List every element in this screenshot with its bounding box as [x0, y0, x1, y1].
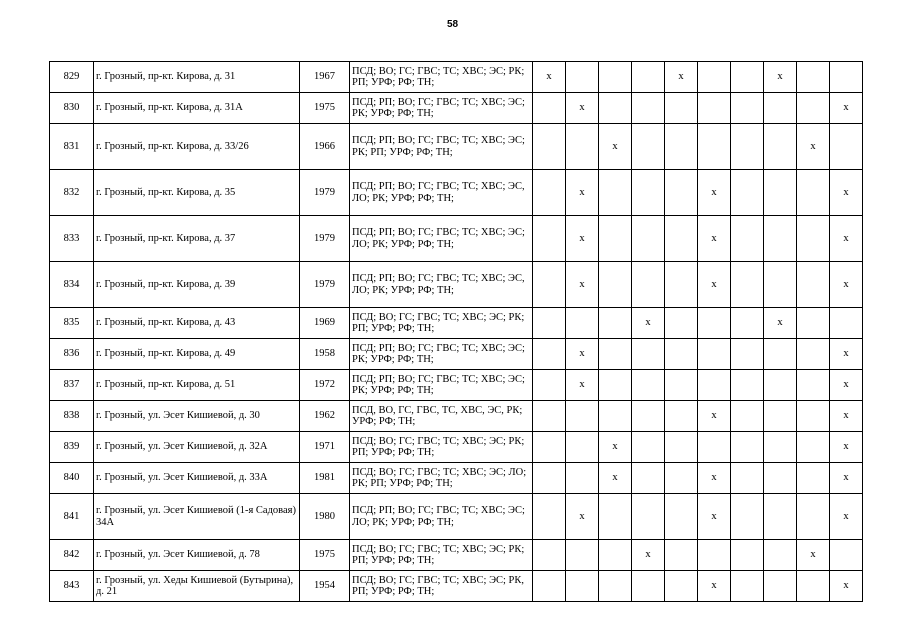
repair-works-list: ПСД; ВО; ГС; ГВС; ТС; ХВС; ЭС; РК; РП; УРФ; РФ; ТН;: [350, 62, 533, 93]
schedule-mark-cell: х: [830, 401, 863, 432]
schedule-mark-cell: х: [830, 262, 863, 308]
schedule-mark-cell: [731, 216, 764, 262]
row-number: 842: [50, 540, 94, 571]
schedule-mark-cell: [797, 339, 830, 370]
row-number: 843: [50, 571, 94, 602]
schedule-mark-cell: [698, 432, 731, 463]
schedule-mark-cell: [599, 339, 632, 370]
schedule-mark-cell: [533, 432, 566, 463]
schedule-mark-cell: [632, 170, 665, 216]
schedule-mark-cell: х: [599, 432, 632, 463]
schedule-mark-cell: [830, 540, 863, 571]
schedule-mark-cell: [632, 339, 665, 370]
schedule-mark-cell: х: [566, 93, 599, 124]
schedule-mark-cell: [731, 401, 764, 432]
schedule-mark-cell: [764, 216, 797, 262]
building-address: г. Грозный, пр-кт. Кирова, д. 35: [94, 170, 300, 216]
schedule-mark-cell: [533, 339, 566, 370]
schedule-mark-cell: [665, 401, 698, 432]
schedule-mark-cell: [599, 494, 632, 540]
schedule-mark-cell: [566, 124, 599, 170]
schedule-mark-cell: [533, 494, 566, 540]
repair-works-list: ПСД; РП; ВО; ГС; ГВС; ТС; ХВС; ЭС; РК; РП; УРФ; РФ; ТН;: [350, 124, 533, 170]
schedule-mark-cell: [665, 463, 698, 494]
schedule-mark-cell: х: [599, 463, 632, 494]
table-row: [50, 571, 863, 602]
schedule-mark-cell: х: [632, 540, 665, 571]
schedule-mark-cell: [731, 540, 764, 571]
schedule-mark-cell: х: [566, 262, 599, 308]
table-row: [50, 432, 863, 463]
schedule-mark-cell: [731, 370, 764, 401]
row-number: 841: [50, 494, 94, 540]
schedule-mark-cell: [797, 170, 830, 216]
schedule-mark-cell: х: [566, 494, 599, 540]
building-address: г. Грозный, ул. Хеды Кишиевой (Бутырина), д. 21: [94, 571, 300, 602]
table-row: [50, 540, 863, 571]
row-number: 835: [50, 308, 94, 339]
schedule-mark-cell: х: [599, 124, 632, 170]
schedule-mark-cell: [632, 262, 665, 308]
schedule-mark-cell: [764, 571, 797, 602]
table-row: [50, 494, 863, 540]
schedule-mark-cell: [797, 93, 830, 124]
building-address: г. Грозный, ул. Эсет Кишиевой, д. 78: [94, 540, 300, 571]
schedule-mark-cell: х: [830, 370, 863, 401]
schedule-mark-cell: [665, 540, 698, 571]
row-number: 830: [50, 93, 94, 124]
schedule-mark-cell: [797, 62, 830, 93]
schedule-mark-cell: [599, 170, 632, 216]
schedule-mark-cell: х: [698, 571, 731, 602]
schedule-mark-cell: х: [830, 432, 863, 463]
table-body: [50, 62, 863, 602]
schedule-mark-cell: [764, 432, 797, 463]
schedule-mark-cell: [731, 262, 764, 308]
row-number: 836: [50, 339, 94, 370]
row-number: 839: [50, 432, 94, 463]
repair-works-list: ПСД; ВО; ГС; ГВС; ТС; ХВС; ЭС; РК; РП; УРФ; РФ; ТН;: [350, 308, 533, 339]
schedule-mark-cell: х: [566, 339, 599, 370]
schedule-mark-cell: [632, 432, 665, 463]
schedule-mark-cell: [632, 494, 665, 540]
schedule-mark-cell: [797, 308, 830, 339]
building-address: г. Грозный, пр-кт. Кирова, д. 37: [94, 216, 300, 262]
schedule-mark-cell: [797, 494, 830, 540]
construction-year: 1979: [300, 262, 350, 308]
table-row: [50, 339, 863, 370]
schedule-mark-cell: х: [764, 308, 797, 339]
repair-works-list: ПСД; ВО; ГС; ГВС; ТС; ХВС; ЭС; РК; РП; УРФ; РФ; ТН;: [350, 432, 533, 463]
construction-year: 1975: [300, 540, 350, 571]
schedule-mark-cell: [599, 370, 632, 401]
schedule-mark-cell: х: [830, 494, 863, 540]
building-address: г. Грозный, ул. Эсет Кишиевой (1-я Садовая) 34А: [94, 494, 300, 540]
schedule-mark-cell: [665, 339, 698, 370]
schedule-mark-cell: [566, 401, 599, 432]
schedule-mark-cell: [764, 262, 797, 308]
schedule-mark-cell: [797, 401, 830, 432]
schedule-mark-cell: [599, 401, 632, 432]
repair-works-list: ПСД; ВО; ГС; ГВС; ТС; ХВС; ЭС; РК, РП; УРФ; РФ; ТН;: [350, 571, 533, 602]
construction-year: 1979: [300, 216, 350, 262]
row-number: 834: [50, 262, 94, 308]
table-row: [50, 262, 863, 308]
schedule-mark-cell: [797, 571, 830, 602]
schedule-mark-cell: [797, 463, 830, 494]
schedule-mark-cell: [665, 432, 698, 463]
schedule-mark-cell: [533, 370, 566, 401]
schedule-mark-cell: [599, 571, 632, 602]
schedule-mark-cell: [632, 571, 665, 602]
building-address: г. Грозный, пр-кт. Кирова, д. 33/26: [94, 124, 300, 170]
schedule-mark-cell: х: [830, 339, 863, 370]
construction-year: 1979: [300, 170, 350, 216]
schedule-mark-cell: [698, 339, 731, 370]
construction-year: 1958: [300, 339, 350, 370]
schedule-mark-cell: [731, 170, 764, 216]
row-number: 832: [50, 170, 94, 216]
construction-year: 1966: [300, 124, 350, 170]
schedule-mark-cell: [566, 432, 599, 463]
construction-year: 1971: [300, 432, 350, 463]
schedule-mark-cell: [665, 262, 698, 308]
schedule-mark-cell: [830, 124, 863, 170]
schedule-mark-cell: [698, 370, 731, 401]
schedule-mark-cell: [731, 494, 764, 540]
schedule-mark-cell: [731, 93, 764, 124]
building-address: г. Грозный, пр-кт. Кирова, д. 31: [94, 62, 300, 93]
schedule-mark-cell: [665, 571, 698, 602]
schedule-mark-cell: [698, 308, 731, 339]
schedule-mark-cell: [632, 62, 665, 93]
schedule-mark-cell: [764, 494, 797, 540]
repair-works-list: ПСД; ВО; ГС; ГВС; ТС; ХВС; ЭС; ЛО; РК; РП; УРФ; РФ; ТН;: [350, 463, 533, 494]
schedule-mark-cell: [533, 124, 566, 170]
table-row: [50, 62, 863, 93]
schedule-mark-cell: [599, 262, 632, 308]
building-address: г. Грозный, пр-кт. Кирова, д. 43: [94, 308, 300, 339]
row-number: 837: [50, 370, 94, 401]
repair-works-list: ПСД; РП; ВО; ГС; ГВС; ТС; ХВС; ЭС; ЛО; РК; УРФ; РФ; ТН;: [350, 216, 533, 262]
schedule-mark-cell: х: [566, 216, 599, 262]
repair-works-list: ПСД; ВО; ГС; ГВС; ТС; ХВС; ЭС; РК; РП; УРФ; РФ; ТН;: [350, 540, 533, 571]
building-registry-table: [49, 61, 863, 602]
schedule-mark-cell: [731, 463, 764, 494]
schedule-mark-cell: [599, 308, 632, 339]
schedule-mark-cell: [764, 93, 797, 124]
schedule-mark-cell: х: [830, 571, 863, 602]
schedule-mark-cell: [764, 463, 797, 494]
schedule-mark-cell: [599, 93, 632, 124]
repair-works-list: ПСД; РП; ВО; ГС; ГВС; ТС; ХВС; ЭС; РК; УРФ; РФ; ТН;: [350, 339, 533, 370]
schedule-mark-cell: х: [698, 262, 731, 308]
schedule-mark-cell: [698, 93, 731, 124]
schedule-mark-cell: х: [830, 216, 863, 262]
building-address: г. Грозный, пр-кт. Кирова, д. 39: [94, 262, 300, 308]
table-row: [50, 308, 863, 339]
schedule-mark-cell: х: [797, 124, 830, 170]
schedule-mark-cell: [731, 124, 764, 170]
row-number: 838: [50, 401, 94, 432]
repair-works-list: ПСД; РП; ВО; ГС; ГВС; ТС; ХВС; ЭС; РК; УРФ; РФ; ТН;: [350, 370, 533, 401]
schedule-mark-cell: [566, 571, 599, 602]
schedule-mark-cell: х: [665, 62, 698, 93]
row-number: 831: [50, 124, 94, 170]
construction-year: 1972: [300, 370, 350, 401]
schedule-mark-cell: [533, 540, 566, 571]
schedule-mark-cell: [830, 62, 863, 93]
repair-works-list: ПСД, ВО, ГС, ГВС, ТС, ХВС, ЭС, РК; УРФ; РФ; ТН;: [350, 401, 533, 432]
schedule-mark-cell: [665, 308, 698, 339]
schedule-mark-cell: [764, 124, 797, 170]
construction-year: 1969: [300, 308, 350, 339]
schedule-mark-cell: [632, 124, 665, 170]
schedule-mark-cell: х: [698, 216, 731, 262]
construction-year: 1954: [300, 571, 350, 602]
repair-works-list: ПСД; РП; ВО; ГС; ГВС; ТС; ХВС; ЭС, ЛО; РК; УРФ; РФ; ТН;: [350, 170, 533, 216]
schedule-mark-cell: [731, 62, 764, 93]
schedule-mark-cell: [764, 370, 797, 401]
schedule-mark-cell: [797, 262, 830, 308]
schedule-mark-cell: [632, 463, 665, 494]
schedule-mark-cell: [632, 93, 665, 124]
schedule-mark-cell: [698, 62, 731, 93]
schedule-mark-cell: [533, 262, 566, 308]
schedule-mark-cell: х: [632, 308, 665, 339]
schedule-mark-cell: х: [698, 494, 731, 540]
table-row: [50, 216, 863, 262]
schedule-mark-cell: [797, 432, 830, 463]
building-address: г. Грозный, пр-кт. Кирова, д. 51: [94, 370, 300, 401]
construction-year: 1981: [300, 463, 350, 494]
building-address: г. Грозный, пр-кт. Кирова, д. 49: [94, 339, 300, 370]
construction-year: 1967: [300, 62, 350, 93]
page-number: 58: [446, 19, 459, 30]
schedule-mark-cell: [566, 62, 599, 93]
schedule-mark-cell: [764, 339, 797, 370]
schedule-mark-cell: х: [830, 170, 863, 216]
schedule-mark-cell: х: [764, 62, 797, 93]
building-address: г. Грозный, ул. Эсет Кишиевой, д. 33А: [94, 463, 300, 494]
building-address: г. Грозный, ул. Эсет Кишиевой, д. 30: [94, 401, 300, 432]
schedule-mark-cell: [797, 216, 830, 262]
schedule-mark-cell: [632, 370, 665, 401]
schedule-mark-cell: х: [830, 463, 863, 494]
schedule-mark-cell: [764, 540, 797, 571]
table-row: [50, 124, 863, 170]
table-row: [50, 370, 863, 401]
schedule-mark-cell: [764, 170, 797, 216]
schedule-mark-cell: [731, 571, 764, 602]
repair-works-list: ПСД; РП; ВО; ГС; ГВС; ТС; ХВС; ЭС; ЛО; РК; УРФ; РФ; ТН;: [350, 494, 533, 540]
construction-year: 1975: [300, 93, 350, 124]
building-address: г. Грозный, ул. Эсет Кишиевой, д. 32А: [94, 432, 300, 463]
table-row: [50, 463, 863, 494]
schedule-mark-cell: [533, 216, 566, 262]
schedule-mark-cell: [533, 401, 566, 432]
schedule-mark-cell: [632, 216, 665, 262]
schedule-mark-cell: [566, 308, 599, 339]
construction-year: 1962: [300, 401, 350, 432]
schedule-mark-cell: х: [698, 463, 731, 494]
schedule-mark-cell: х: [566, 170, 599, 216]
row-number: 833: [50, 216, 94, 262]
schedule-mark-cell: [665, 370, 698, 401]
schedule-mark-cell: [731, 339, 764, 370]
schedule-mark-cell: х: [698, 401, 731, 432]
schedule-mark-cell: [665, 93, 698, 124]
schedule-mark-cell: [665, 494, 698, 540]
schedule-mark-cell: х: [533, 62, 566, 93]
construction-year: 1980: [300, 494, 350, 540]
schedule-mark-cell: [731, 308, 764, 339]
schedule-mark-cell: [533, 571, 566, 602]
row-number: 829: [50, 62, 94, 93]
repair-works-list: ПСД; РП; ВО; ГС; ГВС; ТС; ХВС; ЭС, ЛО; РК; УРФ; РФ; ТН;: [350, 262, 533, 308]
schedule-mark-cell: [533, 308, 566, 339]
schedule-mark-cell: х: [797, 540, 830, 571]
schedule-mark-cell: х: [566, 370, 599, 401]
schedule-mark-cell: [599, 216, 632, 262]
table-row: [50, 93, 863, 124]
schedule-mark-cell: [665, 216, 698, 262]
schedule-mark-cell: [731, 432, 764, 463]
repair-works-list: ПСД; РП; ВО; ГС; ГВС; ТС; ХВС; ЭС; РК; УРФ; РФ; ТН;: [350, 93, 533, 124]
row-number: 840: [50, 463, 94, 494]
schedule-mark-cell: [665, 124, 698, 170]
table-row: [50, 170, 863, 216]
schedule-mark-cell: [566, 463, 599, 494]
schedule-mark-cell: [698, 540, 731, 571]
schedule-mark-cell: [764, 401, 797, 432]
schedule-mark-cell: [632, 401, 665, 432]
schedule-mark-cell: [830, 308, 863, 339]
schedule-mark-cell: [566, 540, 599, 571]
building-address: г. Грозный, пр-кт. Кирова, д. 31А: [94, 93, 300, 124]
schedule-mark-cell: [599, 62, 632, 93]
schedule-mark-cell: х: [830, 93, 863, 124]
schedule-mark-cell: х: [698, 170, 731, 216]
table-row: [50, 401, 863, 432]
schedule-mark-cell: [533, 463, 566, 494]
schedule-mark-cell: [698, 124, 731, 170]
schedule-mark-cell: [797, 370, 830, 401]
schedule-mark-cell: [599, 540, 632, 571]
schedule-mark-cell: [665, 170, 698, 216]
schedule-mark-cell: [533, 93, 566, 124]
schedule-mark-cell: [533, 170, 566, 216]
